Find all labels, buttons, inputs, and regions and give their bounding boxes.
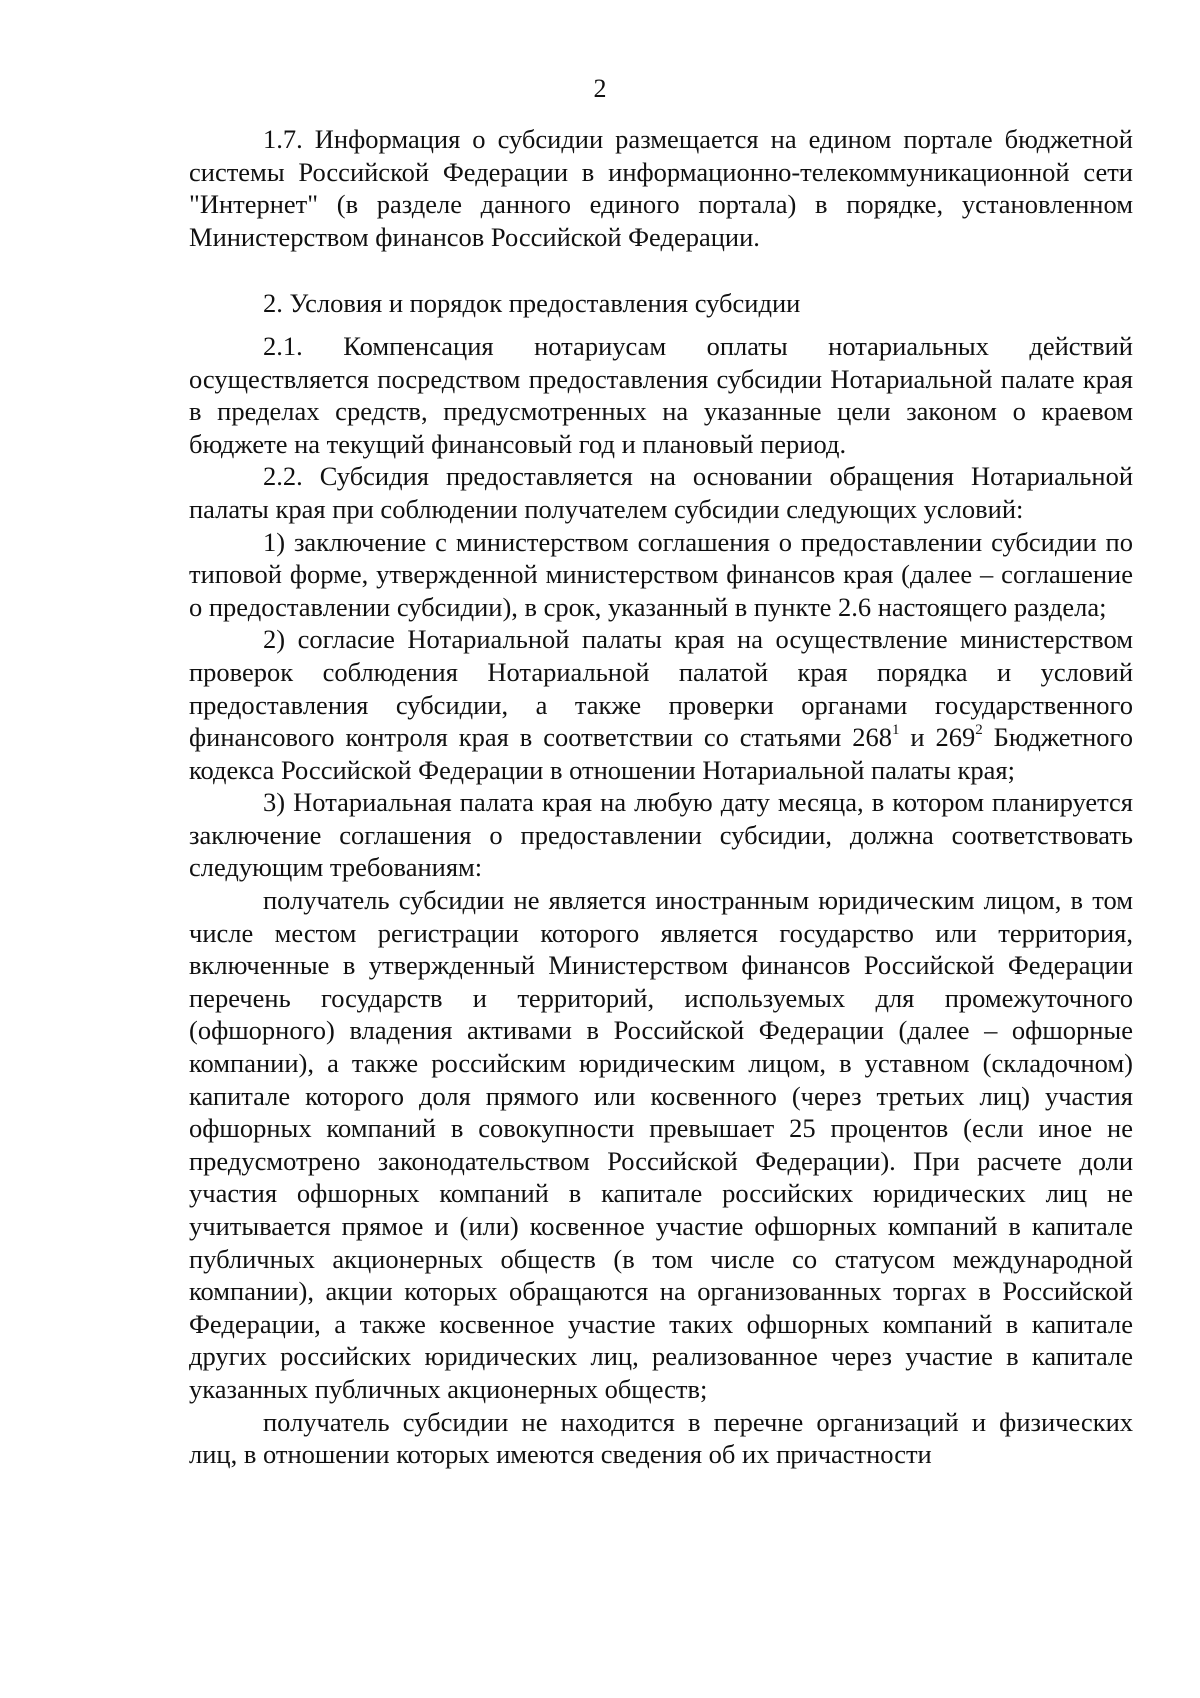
- superscript-2: 2: [975, 722, 983, 739]
- condition-item-2-text-c: Бюджетного кодекса Российской Федерации в отношении Нотариальной палаты края;: [189, 722, 1134, 785]
- superscript-1: 1: [891, 722, 900, 739]
- paragraph-2-2: 2.2. Субсидия предоставляется на основании обращения Нотариальной палаты края при соблюдении получателем субсидии следующих условий:: [189, 461, 1133, 524]
- condition-item-1: 1) заключение с министерством соглашения о предоставлении субсидии по типовой форме, утвержденной министерством финансов края (далее – соглашение о предоставлении субсидии), в срок, указанный в пункте 2.6 настоящего раздела;: [189, 526, 1133, 622]
- condition-item-3: 3) Нотариальная палата края на любую дату месяца, в котором планируется заключение соглашения о предоставлении субсидии, должна соответствовать следующим требованиям:: [189, 787, 1133, 883]
- requirement-offshore: получатель субсидии не является иностранным юридическим лицом, в том числе местом регистрации которого является государство или территория, включенные в утвержденный Министерством финансов Российской Федерации перечень государств и территорий, используемых для промежуточного (офшорного) владения активами в Российской Федерации (далее – офшорные компании), а также российским юридическим лицом, в уставном (складочном) капитале которого доля прямого или косвенного (через третьих лиц) участия офшорных компаний в совокупности превышает 25 процентов (если иное не предусмотрено законодательством Российской Федерации). При расчете доли участия офшорных компаний в капитале российских юридических лиц не учитывается прямое и (или) косвенное участие офшорных компаний в капитале публичных акционерных обществ (в том числе со статусом международной компании), акции которых обращаются на организованных торгах в Российской Федерации, а также косвенное участие таких офшорных компаний в капитале других российских юридических лиц, реализованное через участие в капитале указанных публичных акционерных обществ;: [189, 885, 1133, 1404]
- condition-item-2-text-a: 2) согласие Нотариальной палаты края на осуществление министерством проверок соблюдения Нотариальной палатой края порядка и условий предоставления субсидии, а также проверки органами государственного финансового контроля края в соответствии со статьями 268: [189, 624, 1133, 753]
- paragraph-2-1: 2.1. Компенсация нотариусам оплаты нотариальных действий осуществляется посредством предоставления субсидии Нотариальной палате края в пределах средств, предусмотренных на указанные цели законом о краевом бюджете на текущий финансовый год и плановый период.: [189, 330, 1133, 459]
- paragraph-1-7: 1.7. Информация о субсидии размещается на едином портале бюджетной системы Российской Федерации в информационно-телекоммуникационной сети "Интернет" (в разделе данного единого портала) в порядке, установленном Министерством финансов Российской Федерации.: [189, 124, 1133, 252]
- document-body: [189, 123, 1133, 1471]
- condition-item-2-text-b: и 269: [899, 722, 976, 753]
- condition-item-2: [189, 623, 1133, 786]
- requirement-sanctions-list: получатель субсидии не находится в перечне организаций и физических лиц, в отношении которых имеются сведения об их причастности: [189, 1406, 1133, 1470]
- page-number: 2: [593, 74, 607, 103]
- section-2-heading: 2. Условия и порядок предоставления субсидии: [263, 288, 801, 319]
